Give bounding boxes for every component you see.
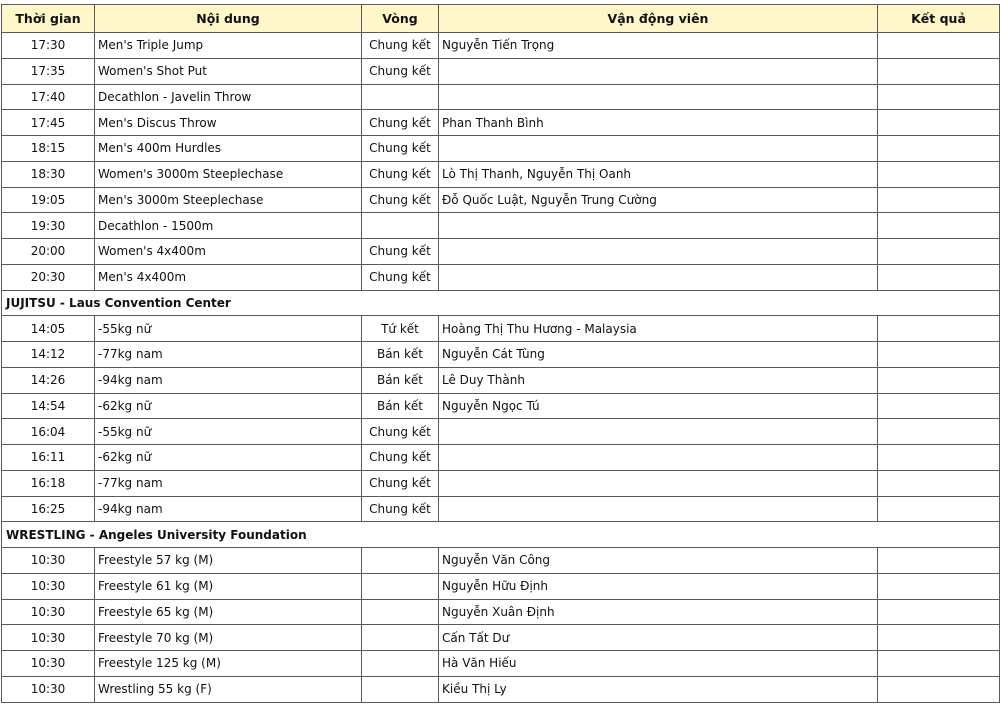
athlete-cell: Nguyễn Văn Công [439, 548, 878, 574]
time-cell: 14:26 [2, 367, 95, 393]
time-cell: 16:04 [2, 419, 95, 445]
time-cell: 10:30 [2, 676, 95, 702]
athlete-cell [439, 264, 878, 290]
event-cell: Freestyle 61 kg (M) [95, 573, 362, 599]
result-cell [878, 419, 1000, 445]
result-cell [878, 470, 1000, 496]
time-cell: 14:54 [2, 393, 95, 419]
round-cell: Bán kết [362, 393, 439, 419]
result-cell [878, 676, 1000, 702]
event-cell: Decathlon - 1500m [95, 213, 362, 239]
athlete-cell: Lê Duy Thành [439, 367, 878, 393]
event-cell: -55kg nữ [95, 419, 362, 445]
time-cell: 17:30 [2, 33, 95, 59]
header-time: Thời gian [2, 5, 95, 33]
result-cell [878, 239, 1000, 265]
result-cell [878, 367, 1000, 393]
table-row [2, 419, 1000, 445]
event-cell: Decathlon - Javelin Throw [95, 84, 362, 110]
table-row [2, 625, 1000, 651]
header-row [2, 5, 1000, 33]
event-cell: Freestyle 70 kg (M) [95, 625, 362, 651]
athlete-cell: Nguyễn Ngọc Tú [439, 393, 878, 419]
round-cell: Chung kết [362, 470, 439, 496]
round-cell: Chung kết [362, 161, 439, 187]
round-cell: Chung kết [362, 58, 439, 84]
athlete-cell: Đỗ Quốc Luật, Nguyễn Trung Cường [439, 187, 878, 213]
section-title: JUJITSU - Laus Convention Center [2, 290, 1000, 316]
time-cell: 19:30 [2, 213, 95, 239]
athlete-cell: Hoàng Thị Thu Hương - Malaysia [439, 316, 878, 342]
header-result: Kết quả [878, 5, 1000, 33]
time-cell: 16:18 [2, 470, 95, 496]
round-cell [362, 676, 439, 702]
time-cell: 17:40 [2, 84, 95, 110]
schedule-table [1, 4, 1000, 703]
result-cell [878, 573, 1000, 599]
event-cell: -55kg nữ [95, 316, 362, 342]
result-cell [878, 264, 1000, 290]
result-cell [878, 445, 1000, 471]
round-cell: Chung kết [362, 110, 439, 136]
table-row [2, 316, 1000, 342]
table-row [2, 393, 1000, 419]
section-title: WRESTLING - Angeles University Foundation [2, 522, 1000, 548]
time-cell: 14:12 [2, 342, 95, 368]
athlete-cell: Hà Văn Hiếu [439, 651, 878, 677]
result-cell [878, 161, 1000, 187]
athlete-cell: Nguyễn Tiến Trọng [439, 33, 878, 59]
section-row-jujitsu [2, 290, 1000, 316]
event-cell: -62kg nữ [95, 445, 362, 471]
table-row [2, 136, 1000, 162]
time-cell: 20:00 [2, 239, 95, 265]
time-cell: 10:30 [2, 548, 95, 574]
result-cell [878, 110, 1000, 136]
athlete-cell [439, 136, 878, 162]
table-row [2, 651, 1000, 677]
athlete-cell [439, 496, 878, 522]
table-row [2, 33, 1000, 59]
event-cell: Women's 4x400m [95, 239, 362, 265]
round-cell [362, 573, 439, 599]
time-cell: 17:35 [2, 58, 95, 84]
section-row-wrestling [2, 522, 1000, 548]
time-cell: 19:05 [2, 187, 95, 213]
round-cell: Chung kết [362, 187, 439, 213]
result-cell [878, 33, 1000, 59]
table-row [2, 548, 1000, 574]
athlete-cell [439, 445, 878, 471]
time-cell: 20:30 [2, 264, 95, 290]
round-cell: Bán kết [362, 342, 439, 368]
table-row [2, 239, 1000, 265]
time-cell: 18:30 [2, 161, 95, 187]
table-row [2, 367, 1000, 393]
table-row [2, 470, 1000, 496]
round-cell: Tứ kết [362, 316, 439, 342]
time-cell: 10:30 [2, 599, 95, 625]
event-cell: -77kg nam [95, 342, 362, 368]
table-row [2, 58, 1000, 84]
result-cell [878, 58, 1000, 84]
result-cell [878, 187, 1000, 213]
table-row [2, 676, 1000, 702]
table-row [2, 342, 1000, 368]
table-row [2, 445, 1000, 471]
event-cell: Men's 400m Hurdles [95, 136, 362, 162]
result-cell [878, 342, 1000, 368]
result-cell [878, 84, 1000, 110]
result-cell [878, 393, 1000, 419]
time-cell: 17:45 [2, 110, 95, 136]
round-cell [362, 213, 439, 239]
round-cell: Chung kết [362, 496, 439, 522]
athlete-cell [439, 58, 878, 84]
athlete-cell: Nguyễn Hữu Định [439, 573, 878, 599]
result-cell [878, 136, 1000, 162]
table-row [2, 264, 1000, 290]
table-row [2, 496, 1000, 522]
table-row [2, 110, 1000, 136]
event-cell: Freestyle 65 kg (M) [95, 599, 362, 625]
time-cell: 18:15 [2, 136, 95, 162]
event-cell: Women's 3000m Steeplechase [95, 161, 362, 187]
round-cell: Chung kết [362, 445, 439, 471]
round-cell [362, 625, 439, 651]
athlete-cell [439, 470, 878, 496]
result-cell [878, 496, 1000, 522]
round-cell [362, 84, 439, 110]
table-row [2, 573, 1000, 599]
event-cell: Men's Discus Throw [95, 110, 362, 136]
round-cell: Chung kết [362, 136, 439, 162]
athlete-cell [439, 213, 878, 239]
header-athlete: Vận động viên [439, 5, 878, 33]
round-cell: Chung kết [362, 33, 439, 59]
header-round: Vòng [362, 5, 439, 33]
result-cell [878, 625, 1000, 651]
athlete-cell: Lò Thị Thanh, Nguyễn Thị Oanh [439, 161, 878, 187]
round-cell: Chung kết [362, 264, 439, 290]
header-event: Nội dung [95, 5, 362, 33]
schedule-table-wrapper [0, 4, 1000, 703]
result-cell [878, 316, 1000, 342]
time-cell: 16:25 [2, 496, 95, 522]
round-cell: Bán kết [362, 367, 439, 393]
table-row [2, 161, 1000, 187]
round-cell [362, 599, 439, 625]
event-cell: Men's 4x400m [95, 264, 362, 290]
event-cell: -94kg nam [95, 367, 362, 393]
athlete-cell: Phan Thanh Bình [439, 110, 878, 136]
time-cell: 10:30 [2, 573, 95, 599]
athlete-cell: Nguyễn Cát Tùng [439, 342, 878, 368]
time-cell: 10:30 [2, 651, 95, 677]
table-row [2, 84, 1000, 110]
event-cell: Freestyle 125 kg (M) [95, 651, 362, 677]
athlete-cell [439, 239, 878, 265]
time-cell: 14:05 [2, 316, 95, 342]
event-cell: Freestyle 57 kg (M) [95, 548, 362, 574]
round-cell: Chung kết [362, 419, 439, 445]
round-cell [362, 548, 439, 574]
result-cell [878, 213, 1000, 239]
athlete-cell: Nguyễn Xuân Định [439, 599, 878, 625]
athlete-cell: Cấn Tất Dư [439, 625, 878, 651]
table-row [2, 187, 1000, 213]
result-cell [878, 599, 1000, 625]
result-cell [878, 548, 1000, 574]
time-cell: 10:30 [2, 625, 95, 651]
event-cell: -62kg nữ [95, 393, 362, 419]
time-cell: 16:11 [2, 445, 95, 471]
round-cell: Chung kết [362, 239, 439, 265]
event-cell: Men's 3000m Steeplechase [95, 187, 362, 213]
athlete-cell [439, 84, 878, 110]
event-cell: -94kg nam [95, 496, 362, 522]
schedule-body [2, 33, 1000, 703]
table-row [2, 599, 1000, 625]
table-row [2, 213, 1000, 239]
event-cell: -77kg nam [95, 470, 362, 496]
athlete-cell: Kiều Thị Ly [439, 676, 878, 702]
result-cell [878, 651, 1000, 677]
event-cell: Men's Triple Jump [95, 33, 362, 59]
event-cell: Wrestling 55 kg (F) [95, 676, 362, 702]
event-cell: Women's Shot Put [95, 58, 362, 84]
athlete-cell [439, 419, 878, 445]
round-cell [362, 651, 439, 677]
